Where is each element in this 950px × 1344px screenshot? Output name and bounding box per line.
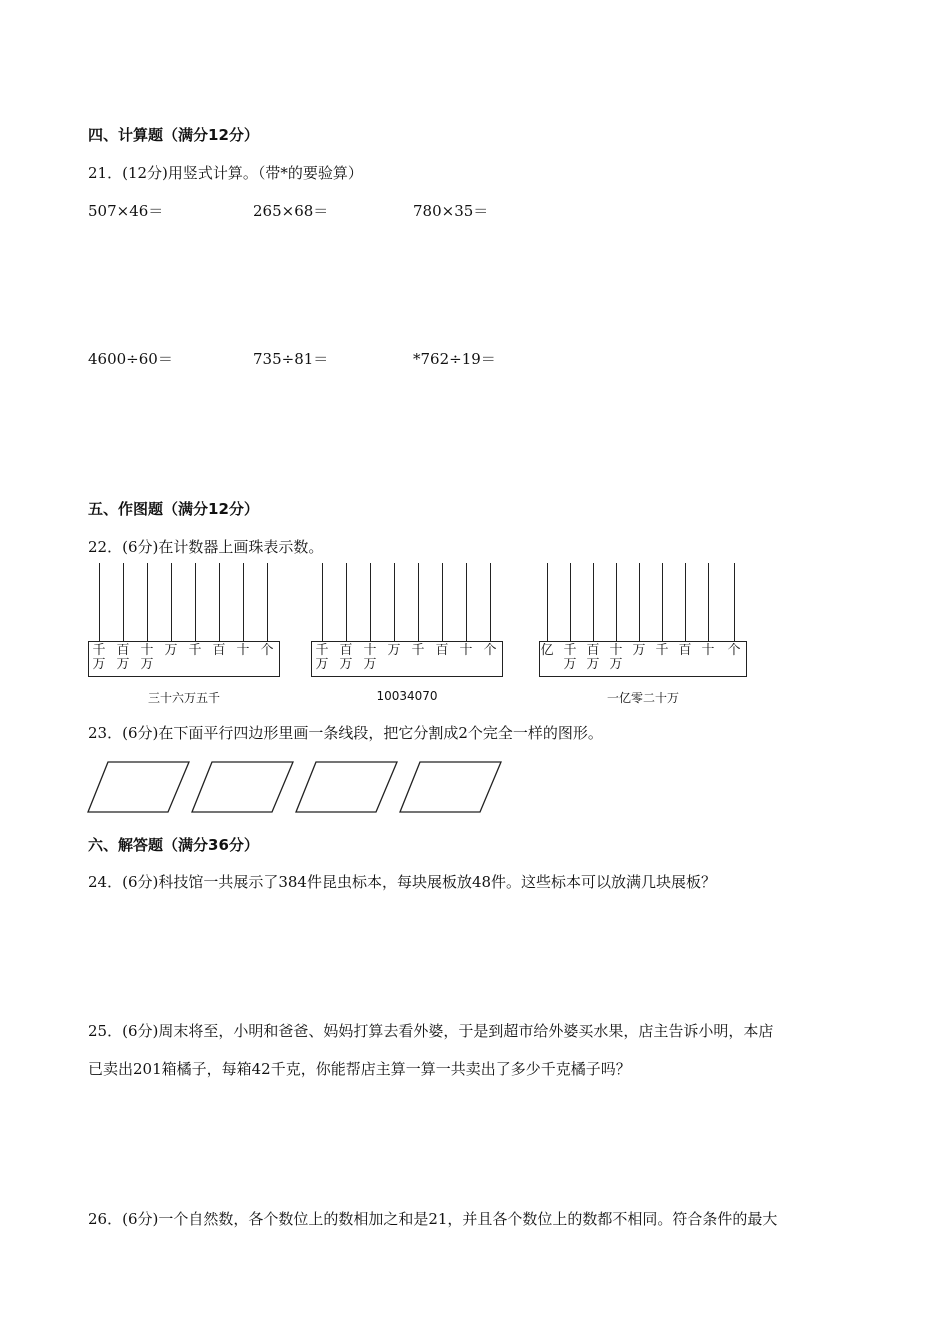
question-21: 21．(12分)用竖式计算。（带*的要验算） [88, 164, 363, 182]
place-label: 十 [236, 643, 250, 658]
place-label: 千 [188, 643, 202, 658]
abacus-rod [322, 563, 323, 641]
question-23: 23．(6分)在下面平行四边形里画一条线段，把它分割成2个完全一样的图形。 [88, 724, 603, 742]
place-label: 千 [655, 643, 669, 658]
place-label: 个 [260, 643, 274, 658]
abacus-2 [311, 563, 503, 703]
abacus-rod [243, 563, 244, 641]
place-label: 百 [435, 643, 449, 658]
abacus-rod [593, 563, 594, 641]
abacus-rod [685, 563, 686, 641]
abacus-rod [267, 563, 268, 641]
calc-6: *762÷19＝ [413, 350, 496, 368]
question-26: 26．(6分)一个自然数，各个数位上的数相加之和是21，并且各个数位上的数都不相同。符合条件的最大 [88, 1210, 778, 1228]
question-24: 24．(6分)科技馆一共展示了384件昆虫标本，每块展板放48件。这些标本可以放满几块展板？ [88, 873, 717, 891]
parallelogram-1 [88, 762, 189, 812]
abacus-rod [147, 563, 148, 641]
place-label: 千 [411, 643, 425, 658]
abacus-3 [539, 563, 747, 703]
abacus-rod [418, 563, 419, 641]
place-label: 万 [387, 643, 401, 658]
abacus-rod [219, 563, 220, 641]
place-label: 百 万 [586, 643, 600, 672]
section-5-heading: 五、作图题（满分12分） [88, 500, 259, 518]
abacus-rod [370, 563, 371, 641]
abacus-rod [708, 563, 709, 641]
abacus-caption: 10034070 [376, 689, 438, 703]
place-label: 十 万 [363, 643, 377, 672]
question-22: 22．(6分)在计数器上画珠表示数。 [88, 538, 324, 556]
abacus-rod [547, 563, 548, 641]
abacus-rod [442, 563, 443, 641]
place-label: 万 [164, 643, 178, 658]
place-label: 百 [212, 643, 226, 658]
place-label: 千 万 [315, 643, 329, 672]
abacus-rod [490, 563, 491, 641]
place-label: 亿 [540, 643, 554, 658]
question-25-line-2: 已卖出201箱橘子，每箱42千克，你能帮店主算一算一共卖出了多少千克橘子吗？ [88, 1060, 631, 1078]
place-label: 个 [483, 643, 497, 658]
abacus-rod [466, 563, 467, 641]
abacus-caption: 三十六万五千 [147, 691, 220, 705]
section-4-heading: 四、计算题（满分12分） [88, 126, 259, 144]
abacus-rod [616, 563, 617, 641]
abacus-rod [734, 563, 735, 641]
calc-4: 4600÷60＝ [88, 350, 173, 368]
abacus-rod [171, 563, 172, 641]
abacus-rod [99, 563, 100, 641]
place-label: 万 [632, 643, 646, 658]
place-label: 个 [727, 643, 741, 658]
place-label: 百 万 [116, 643, 130, 672]
place-label: 千 万 [92, 643, 106, 672]
abacus-rod [639, 563, 640, 641]
abacus-caption: 一亿零二十万 [606, 691, 679, 705]
parallelograms [86, 760, 506, 816]
calc-2: 265×68＝ [253, 202, 329, 220]
place-label: 百 万 [339, 643, 353, 672]
abacus-rod [123, 563, 124, 641]
abacus-1 [88, 563, 280, 703]
abacus-rod [346, 563, 347, 641]
question-25-line-1: 25．(6分)周末将至，小明和爸爸、妈妈打算去看外婆，于是到超市给外婆买水果，店主告诉小明，本店 [88, 1022, 774, 1040]
place-label: 十 [701, 643, 715, 658]
parallelogram-4 [400, 762, 501, 812]
section-6-heading: 六、解答题（满分36分） [88, 836, 259, 854]
calc-1: 507×46＝ [88, 202, 164, 220]
place-label: 百 [678, 643, 692, 658]
abacus-rod [662, 563, 663, 641]
place-label: 千 万 [563, 643, 577, 672]
place-label: 十 [459, 643, 473, 658]
parallelogram-2 [192, 762, 293, 812]
place-label: 十 万 [140, 643, 154, 672]
abacus-rod [394, 563, 395, 641]
abacus-rod [195, 563, 196, 641]
place-label: 十 万 [609, 643, 623, 672]
calc-3: 780×35＝ [413, 202, 489, 220]
parallelogram-3 [296, 762, 397, 812]
calc-5: 735÷81＝ [253, 350, 329, 368]
abacus-rod [570, 563, 571, 641]
